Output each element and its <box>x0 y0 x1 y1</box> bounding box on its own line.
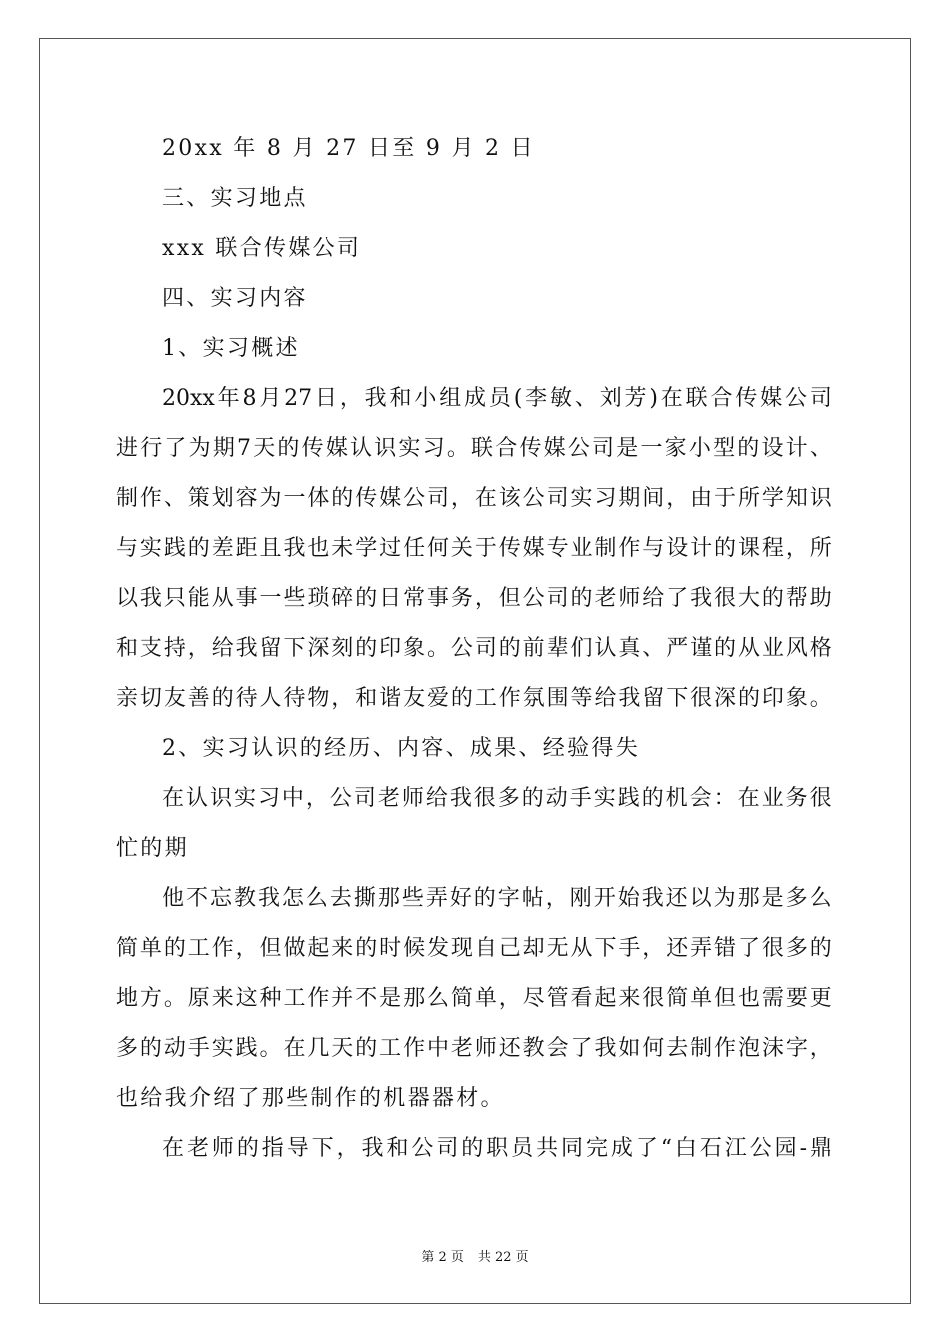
page-number-total: 共 22 页 <box>477 1250 529 1265</box>
text-line: 1、实习概述 <box>162 336 300 361</box>
text-line: 四、实习内容 <box>162 286 308 311</box>
text-line: 地 方 。 原 来 这 种 工 作 并 不 是 那 么 简 单 ， 尽 管 看 起 来 很 简 单 但 也 需 要 更 <box>116 986 832 1011</box>
text-line: 以 我 只 能 从 事 一 些 琐 碎 的 日 常 事 务 ， 但 公 司 的 老 师 给 了 我 很 大 的 帮 助 <box>116 586 832 611</box>
text-line: 和 支 持 ， 给 我 留 下 深 刻 的 印 象 。 公 司 的 前 辈 们 认 真 、 严 谨 的 从 业 风 格 <box>116 636 832 661</box>
text-line: 忙的期 <box>116 836 189 861</box>
text-line: 他 不 忘 教 我 怎 么 去 撕 那 些 弄 好 的 字 帖 ， 刚 开 始 我 还 以 为 那 是 多 么 <box>162 886 832 911</box>
text-line: 简 单 的 工 作 ， 但 做 起 来 的 时 候 发 现 自 己 却 无 从 下 手 ， 还 弄 错 了 很 多 的 <box>116 936 832 961</box>
text-line: 亲 切 友 善 的 待 人 待 物 ， 和 谐 友 爱 的 工 作 氛 围 等 给 我 留 下 很 深 的 印 象 。 <box>116 686 832 711</box>
document-body <box>116 124 832 1174</box>
text-line: xxx 联合传媒公司 <box>162 236 362 261</box>
text-line: 20xx 年 8 月 27 日至 9 月 2 日 <box>162 136 535 161</box>
page-number-current: 第 2 页 <box>421 1250 464 1265</box>
text-line: 与 实 践 的 差 距 且 我 也 未 学 过 任 何 关 于 传 媒 专 业 制 作 与 设 计 的 课 程 ， 所 <box>116 536 832 561</box>
text-line: 也给我介绍了那些制作的机器器材。 <box>116 1086 505 1111</box>
page-footer <box>0 1246 950 1265</box>
text-line: 制 作 、 策 划 容 为 一 体 的 传 媒 公 司 ， 在 该 公 司 实 习 期 间 ， 由 于 所 学 知 识 <box>116 486 832 511</box>
text-line: 三、实习地点 <box>162 186 308 211</box>
text-line: 进 行 了 为 期 7 天 的 传 媒 认 识 实 习 。 联 合 传 媒 公 司 是 一 家 小 型 的 设 计 、 <box>116 436 832 461</box>
text-line: 多 的 动 手 实 践 。 在 几 天 的 工 作 中 老 师 还 教 会 了 我 如 何 去 制 作 泡 沫 字 ， <box>116 1036 832 1061</box>
text-line: 2、实习认识的经历、内容、成果、经验得失 <box>162 736 640 761</box>
text-line: 在 老 师 的 指 导 下 ， 我 和 公 司 的 职 员 共 同 完 成 了 “ 白 石 江 公 园 - 鼎 <box>162 1136 832 1161</box>
text-line: 20xx 年 8 月 27 日 ， 我 和 小 组 成 员 ( 李 敏 、 刘 芳 ) 在 联 合 传 媒 公 司 <box>162 386 832 411</box>
text-line: 在 认 识 实 习 中 ， 公 司 老 师 给 我 很 多 的 动 手 实 践 的 机 会 ： 在 业 务 很 <box>162 786 832 811</box>
